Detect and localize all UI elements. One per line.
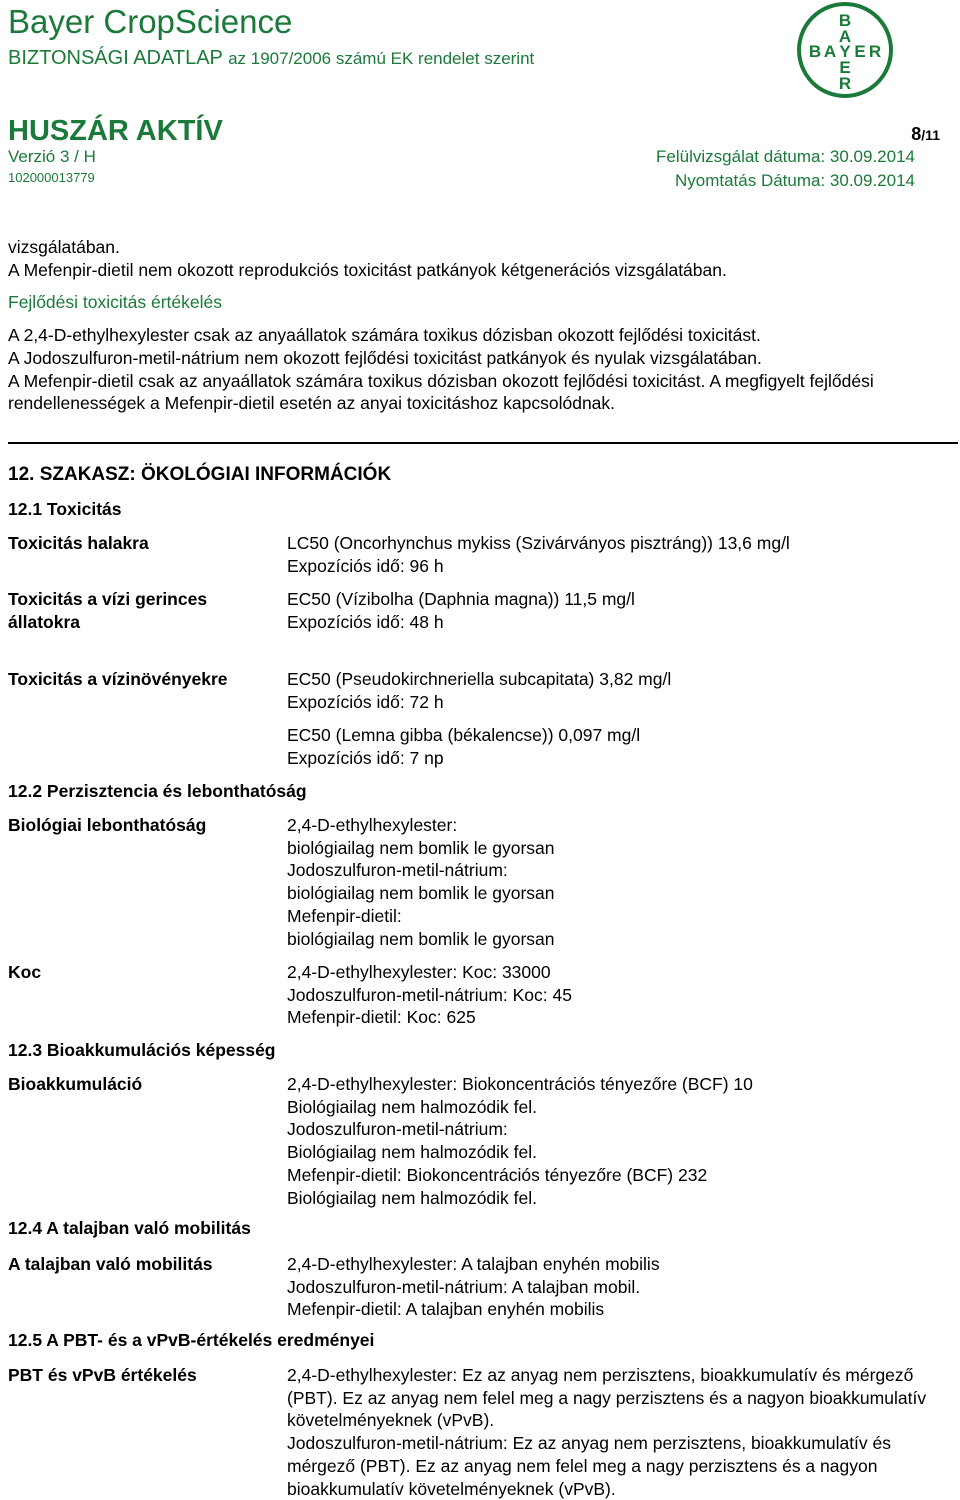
document-title: [8, 45, 534, 72]
intro-line-2: A Mefenpir-dietil nem okozott reprodukciós toxicitást patkányok kétgenerációs vizsgálatában.: [8, 259, 727, 280]
biodegradability-value: [287, 814, 947, 950]
page-current: 8: [911, 124, 922, 144]
pbt-assessment-value: [287, 1364, 947, 1500]
algae-ec50: EC50 (Pseudokirchneriella subcapitata) 3,82 mg/l: [287, 669, 672, 689]
soil-mobility-label: A talajban való mobilitás: [8, 1254, 213, 1274]
invertebrate-exposure: Expozíciós idő: 48 h: [287, 611, 444, 632]
dev-tox-para-2: A Jodoszulfuron-metil-nátrium nem okozott fejlődési toxicitást patkányok és nyulak vizsgálatában.: [8, 347, 762, 368]
koc-line: Jodoszulfuron-metil-nátrium: Koc: 45: [287, 984, 572, 1005]
biodeg-line: biológiailag nem bomlik le gyorsan: [287, 928, 555, 949]
mobility-line: Mefenpir-dietil: A talajban enyhén mobilis: [287, 1299, 605, 1320]
bioacc-line: Mefenpir-dietil: Biokoncentrációs tényezőre (BCF) 232: [287, 1164, 708, 1185]
page-number: [911, 124, 940, 145]
koc-label: Koc: [8, 962, 42, 982]
bayer-cross-logo: [795, 0, 895, 100]
subsection-12-1: 12.1 Toxicitás: [8, 499, 122, 519]
section-divider: [8, 442, 958, 444]
logo-letter-b-h: B: [808, 42, 822, 61]
pbt-assessment-label: PBT és vPvB értékelés: [8, 1365, 197, 1385]
bioacc-line: Biológiailag nem halmozódik fel.: [287, 1096, 537, 1117]
dev-tox-para-3: A Mefenpir-dietil csak az anyaállatok számára toxikus dózisban okozott fejlődési toxicitást. A megfigyelt fejlődési rendellenességek a Mefenpir-dietil esetén az anyai toxicitáshoz kapcsolódnak.: [8, 370, 874, 414]
logo-letter-b: B: [838, 11, 852, 30]
dev-tox-para-1: A 2,4-D-ethylhexylester csak az anyaállatok számára toxikus dózisban okozott fejlődési toxicitást.: [8, 325, 761, 346]
page-total: /11: [921, 127, 940, 143]
koc-line: Mefenpir-dietil: Koc: 625: [287, 1007, 476, 1028]
company-name: Bayer CropScience: [8, 3, 293, 40]
koc-value: [287, 961, 947, 1029]
bioacc-line: 2,4-D-ethylhexylester: Biokoncentrációs tényezőre (BCF) 10: [287, 1074, 753, 1094]
algae-exposure: Expozíciós idő: 72 h: [287, 691, 444, 712]
subsection-12-3: 12.3 Bioakkumulációs képesség: [8, 1040, 276, 1060]
subsection-12-2: 12.2 Perzisztencia és lebonthatóság: [8, 781, 307, 801]
logo-letter-a: A: [838, 27, 852, 46]
biodeg-line: Jodoszulfuron-metil-nátrium:: [287, 860, 508, 881]
logo-letter-y: Y: [839, 42, 851, 61]
dev-tox-heading: Fejlődési toxicitás értékelés: [8, 292, 222, 313]
revision-date: Felülvizsgálat dátuma: 30.09.2014: [656, 147, 915, 166]
bioacc-line: Biológiailag nem halmozódik fel.: [287, 1187, 537, 1208]
fish-lc50: LC50 (Oncorhynchus mykiss (Szivárványos pisztráng)) 13,6 mg/l: [287, 533, 790, 553]
biodegradability-label: Biológiai lebonthatóság: [8, 815, 207, 835]
lemna-exposure: Expozíciós idő: 7 np: [287, 748, 444, 769]
subsection-12-4: 12.4 A talajban való mobilitás: [8, 1218, 251, 1238]
bioacc-line: Jodoszulfuron-metil-nátrium:: [287, 1119, 508, 1140]
invertebrate-ec50: EC50 (Vízibolha (Daphnia magna)) 11,5 mg/l: [287, 589, 635, 609]
subsection-12-5: 12.5 A PBT- és a vPvB-értékelés eredményei: [8, 1330, 375, 1350]
biodeg-line: biológiailag nem bomlik le gyorsan: [287, 883, 555, 904]
fish-toxicity-value: [287, 532, 947, 577]
logo-letter-e-h: E: [854, 42, 866, 61]
pbt-paragraph: 2,4-D-ethylhexylester: Ez az anyag nem perzisztens, bioakkumulatív és mérgező (PBT). Ez az anyag nem felel meg a nagy perzisztens és a nagyon bioakkumulatív követelményeknek (vPvB).: [287, 1365, 927, 1431]
soil-mobility-value: [287, 1253, 947, 1321]
bioacc-line: Biológiailag nem halmozódik fel.: [287, 1142, 537, 1163]
intro-line-1: vizsgálatában.: [8, 237, 120, 257]
biodeg-line: biológiailag nem bomlik le gyorsan: [287, 837, 555, 858]
product-name: HUSZÁR AKTÍV: [8, 115, 223, 147]
biodeg-line: 2,4-D-ethylhexylester:: [287, 815, 458, 835]
fish-exposure: Expozíciós idő: 96 h: [287, 555, 444, 576]
version-label: Verzió 3 / H: [8, 147, 96, 166]
logo-letter-a-h: A: [823, 42, 837, 61]
invertebrate-toxicity-label: Toxicitás a vízi gerinces állatokra: [8, 589, 208, 632]
biodeg-line: Mefenpir-dietil:: [287, 905, 402, 926]
lemna-ec50: EC50 (Lemna gibba (békalencse)) 0,097 mg/l: [287, 725, 641, 746]
koc-line: 2,4-D-ethylhexylester: Koc: 33000: [287, 962, 551, 982]
logo-letter-e: E: [839, 58, 851, 77]
bioaccumulation-value: [287, 1073, 947, 1209]
plant-toxicity-label: Toxicitás a vízinövényekre: [8, 669, 228, 689]
logo-letter-r-h: R: [868, 42, 882, 61]
section-11-continuation: [8, 236, 953, 415]
mobility-line: 2,4-D-ethylhexylester: A talajban enyhén mobilis: [287, 1254, 660, 1274]
bioaccumulation-label: Bioakkumuláció: [8, 1074, 143, 1094]
logo-letter-r: R: [838, 74, 852, 93]
document-number: 102000013779: [8, 170, 95, 185]
regulation-text: az 1907/2006 számú EK rendelet szerint: [228, 49, 535, 68]
sds-title: BIZTONSÁGI ADATLAP: [8, 47, 223, 69]
plant-toxicity-value: [287, 668, 947, 770]
print-date: Nyomtatás Dátuma: 30.09.2014: [674, 171, 915, 190]
invertebrate-toxicity-value: [287, 588, 947, 633]
mobility-line: Jodoszulfuron-metil-nátrium: A talajban mobil.: [287, 1276, 641, 1297]
section-12-title: 12. SZAKASZ: ÖKOLÓGIAI INFORMÁCIÓK: [8, 464, 392, 485]
fish-toxicity-label: Toxicitás halakra: [8, 533, 149, 553]
pbt-paragraph: Jodoszulfuron-metil-nátrium: Ez az anyag nem perzisztens, bioakkumulatív és mérgező (PBT). Ez az anyag nem felel meg a nagy perzisztens és a nagyon bioakkumulatív követelményeknek (vPvB).: [287, 1433, 892, 1499]
